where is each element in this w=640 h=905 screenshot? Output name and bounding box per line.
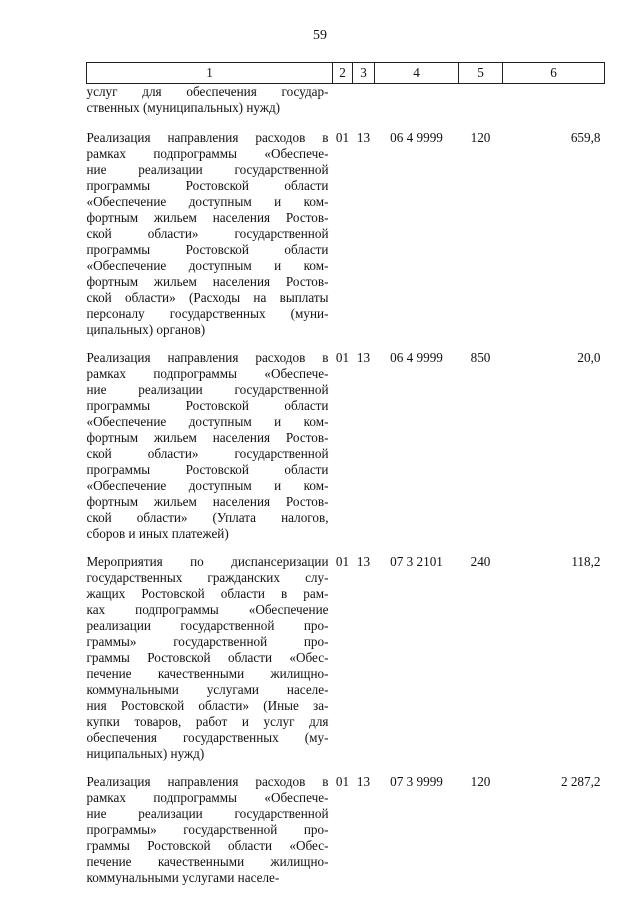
description-line: ние реализации государственной	[86, 382, 329, 397]
description-line: печение качественными жилищно-	[86, 666, 329, 681]
description-line: граммы» государственной про-	[86, 634, 329, 649]
description-line: ние реализации государственной	[86, 806, 329, 821]
subsection-code	[353, 84, 375, 129]
description-line: «Обеспечение доступным и ком-	[86, 414, 329, 429]
description-line: программы Ростовской области	[86, 398, 329, 413]
description-line: программы Ростовской области	[86, 462, 329, 477]
description-line: персоналу государственных (муни-	[86, 306, 329, 321]
row-description	[87, 350, 333, 554]
row-description	[87, 554, 333, 774]
column-header-6: 6	[503, 63, 605, 84]
description-line: рамках подпрограммы «Обеспече-	[86, 146, 329, 161]
description-line: реализации государственной про-	[86, 618, 329, 633]
column-header-1: 1	[87, 63, 333, 84]
amount: 659,8	[570, 130, 601, 145]
expense-type-code: 850	[470, 350, 491, 365]
expense-type-code: 240	[470, 554, 491, 569]
description-line: Реализация направления расходов в	[86, 774, 329, 789]
description-line: «Обеспечение доступным и ком-	[86, 478, 329, 493]
subsection-code: 13	[356, 774, 371, 789]
page-number: 59	[313, 28, 327, 43]
expense-type-code	[459, 84, 503, 129]
row-description	[87, 128, 333, 350]
section-code: 01	[335, 554, 350, 569]
description-line: Мероприятия по диспансеризации	[86, 554, 329, 569]
description-line: ской области» (Расходы на выплаты	[86, 290, 329, 305]
description-line: сборов и иных платежей)	[86, 526, 229, 541]
description-line: фортным жильем населения Ростов-	[86, 274, 329, 289]
amount: 2 287,2	[560, 774, 601, 789]
column-header-4: 4	[375, 63, 459, 84]
description-line: ципальных) органов)	[86, 322, 206, 337]
subsection-code: 13	[356, 554, 371, 569]
description-line: Реализация направления расходов в	[86, 350, 329, 365]
expense-type-code: 120	[470, 774, 491, 789]
description-line: услуг для обеспечения государ-	[86, 84, 329, 99]
description-line: граммы Ростовской области «Обес-	[86, 650, 329, 665]
description-line: ской области» (Уплата налогов,	[86, 510, 329, 525]
description-line: Реализация направления расходов в	[86, 130, 329, 145]
description-line: программы Ростовской области	[86, 178, 329, 193]
expense-type-code: 120	[470, 130, 491, 145]
table-row	[87, 128, 605, 350]
description-line: ках подпрограммы «Обеспечение	[86, 602, 329, 617]
description-line: ния Ростовской области» (Иные за-	[86, 698, 329, 713]
table-header-row	[87, 63, 605, 84]
description-line: «Обеспечение доступным и ком-	[86, 258, 329, 273]
target-article-code: 06 4 9999	[390, 350, 443, 365]
description-line: обеспечения государственных (му-	[86, 730, 329, 745]
description-line: программы» государственной про-	[86, 822, 329, 837]
description-line: государственных гражданских слу-	[86, 570, 329, 585]
amount: 20,0	[577, 350, 601, 365]
description-line: рамках подпрограммы «Обеспече-	[86, 366, 329, 381]
section-code: 01	[335, 130, 350, 145]
target-article-code	[375, 84, 459, 129]
subsection-code: 13	[356, 130, 371, 145]
target-article-code: 07 3 2101	[390, 554, 443, 569]
section-code: 01	[335, 350, 350, 365]
amount	[503, 84, 605, 129]
description-line: коммунальными услугами населе-	[86, 682, 329, 697]
description-line: коммунальными услугами населе-	[86, 870, 280, 885]
description-line: ской области» государственной	[86, 226, 329, 241]
row-description	[87, 84, 333, 129]
subsection-code: 13	[356, 350, 371, 365]
description-line: ской области» государственной	[86, 446, 329, 461]
description-line: программы Ростовской области	[86, 242, 329, 257]
description-line: фортным жильем населения Ростов-	[86, 210, 329, 225]
description-line: «Обеспечение доступным и ком-	[86, 194, 329, 209]
table-row	[87, 774, 605, 898]
description-line: печение качественными жилищно-	[86, 854, 329, 869]
section-code	[333, 84, 353, 129]
description-line: фортным жильем населения Ростов-	[86, 494, 329, 509]
row-description	[87, 774, 333, 898]
description-line: фортным жильем населения Ростов-	[86, 430, 329, 445]
column-header-5: 5	[459, 63, 503, 84]
section-code: 01	[335, 774, 350, 789]
column-header-2: 2	[333, 63, 353, 84]
budget-table	[86, 62, 605, 898]
description-line: ственных (муниципальных) нужд)	[86, 100, 281, 115]
description-line: жащих Ростовской области в рам-	[86, 586, 329, 601]
column-header-3: 3	[353, 63, 375, 84]
description-line: граммы Ростовской области «Обес-	[86, 838, 329, 853]
amount: 118,2	[571, 554, 601, 569]
description-line: купки товаров, работ и услуг для	[86, 714, 329, 729]
description-line: рамках подпрограммы «Обеспече-	[86, 790, 329, 805]
target-article-code: 07 3 9999	[390, 774, 443, 789]
description-line: ние реализации государственной	[86, 162, 329, 177]
table-row	[87, 554, 605, 774]
target-article-code: 06 4 9999	[390, 130, 443, 145]
table-row	[87, 350, 605, 554]
table-row	[87, 84, 605, 129]
description-line: ниципальных) нужд)	[86, 746, 205, 761]
